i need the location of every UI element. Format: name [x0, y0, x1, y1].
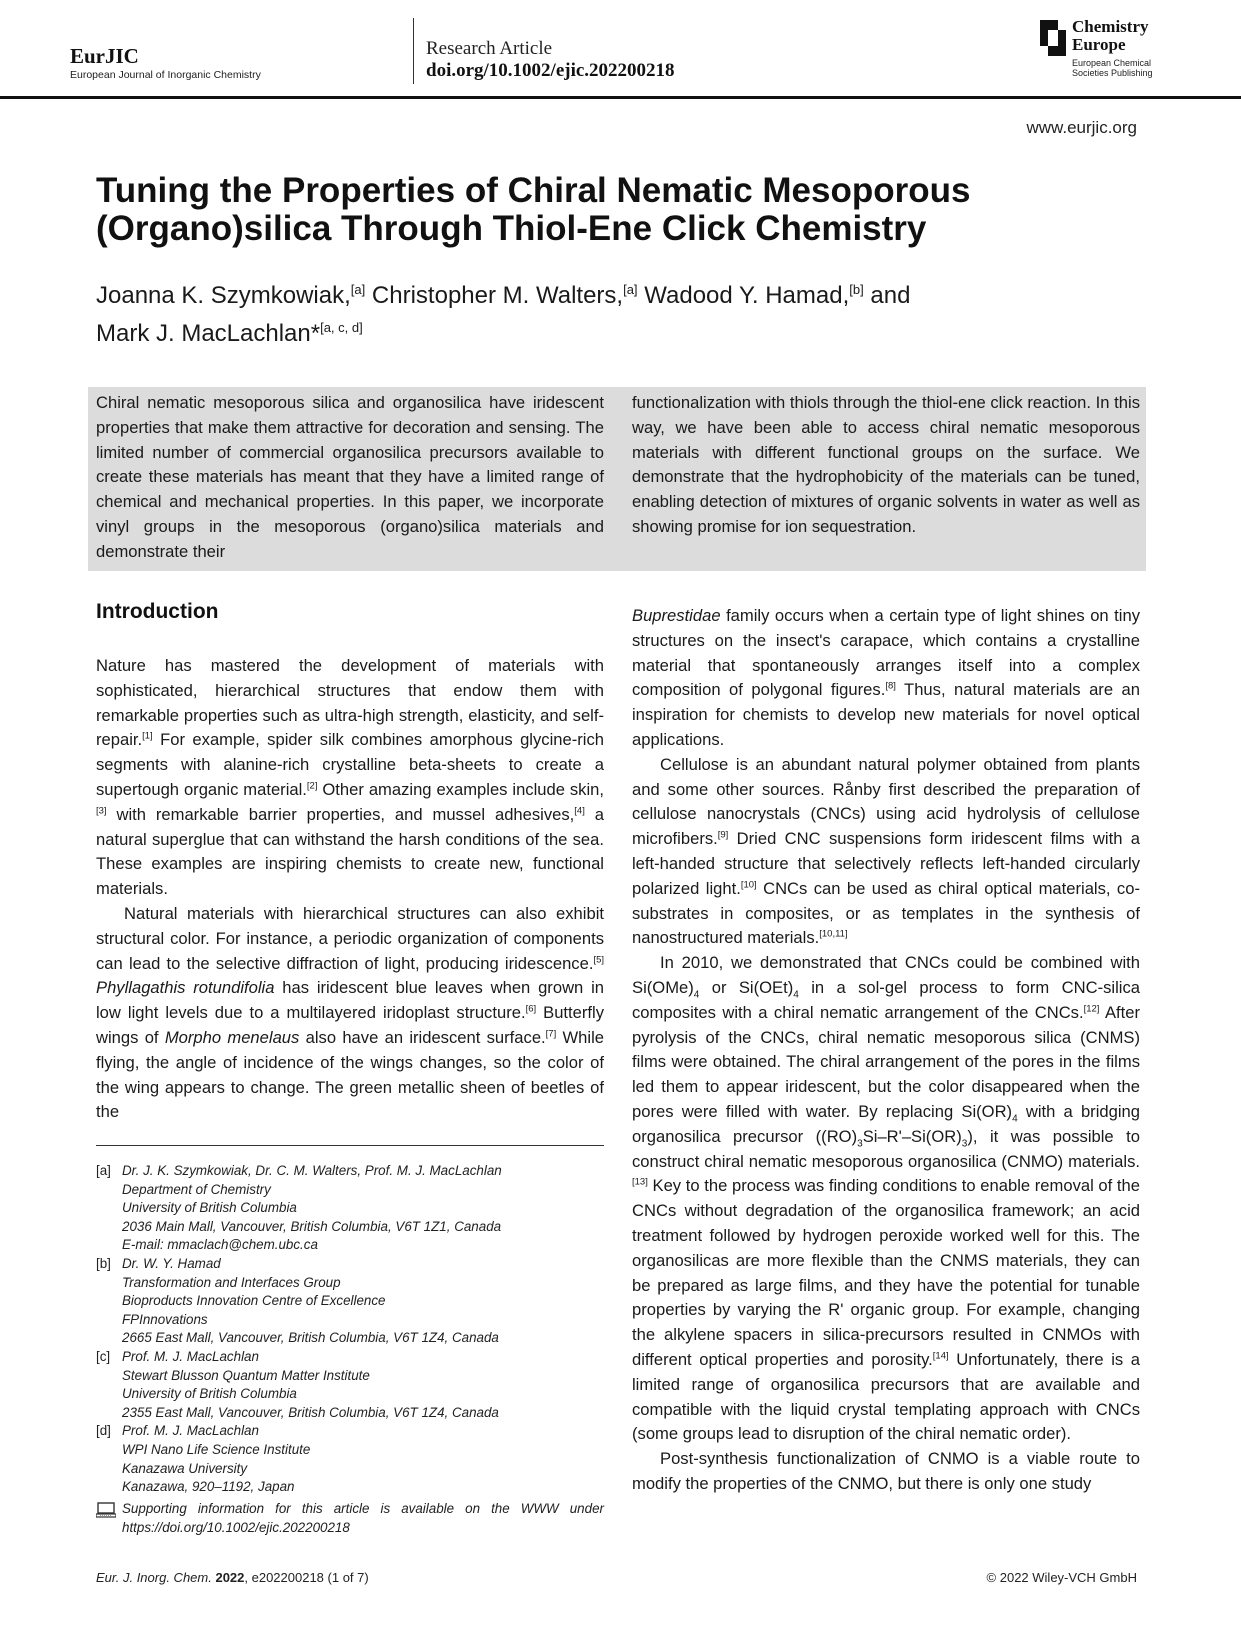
text: Si–R'–Si(OR) — [862, 1126, 962, 1146]
abstract-right-column: functionalization with thiols through the thiol-ene click reaction. In this way, we have been able to access chiral nematic mesoporous materials with different functional groups on the surface. We demonstrate that the hydrophobicity of the materials can be tuned, enabling detection of mixtures of organic solvents in water as well as showing promise for ion sequestration. — [632, 393, 1140, 536]
citation[interactable]: [1] — [142, 730, 153, 742]
text: Unfortunately, there is a limited range of organosilica precursors that are available and compatible with the liquid crystal templating approach with CNCs (some groups lead to disruption of the chiral nematic order). — [632, 1349, 1140, 1444]
text: Nature has mastered the development of materials with sophisticated, hierarchical structures that endow them with remarkable properties such as ultra-high strength, elasticity, and self-repair. — [96, 656, 604, 750]
paragraph — [96, 654, 604, 902]
citation[interactable]: [5] — [593, 954, 604, 966]
text: also have an iridescent surface. — [299, 1027, 546, 1047]
subscript: 4 — [1012, 1113, 1018, 1125]
text: a natural superglue that can withstand the harsh conditions of the sea. These examples are inspiring chemists to create new, functional materials. — [96, 804, 604, 899]
affiliation-line: Prof. M. J. MacLachlan — [122, 1423, 259, 1439]
text: with a bridging organosilica precursor ((RO) — [632, 1101, 1140, 1146]
text: family occurs when a certain type of light shines on tiny structures on the insect's carapace, which contains a crystalline material that spontaneously arranges itself into a complex composition of polygonal figures. — [632, 606, 1140, 700]
paragraph — [632, 604, 1140, 753]
text: Natural materials with hierarchical structures can also exhibit structural color. For instance, a periodic organization of components can lead to the selective diffraction of light, producing iridescence. — [96, 903, 604, 973]
affiliation-line: WPI Nano Life Science Institute — [122, 1441, 311, 1457]
citation[interactable]: [10] — [740, 879, 757, 891]
affiliation-line: Kanazawa, 920–1192, Japan — [122, 1479, 295, 1495]
species-name: Phyllagathis rotundifolia — [96, 978, 275, 998]
text: After pyrolysis of the CNCs, chiral nematic mesoporous silica (CNMS) films were obtained. The chiral arrangement of the pores in the films led them to appear iridescent, but the color disappeared when the pores were filled with water. By replacing Si(OR) — [632, 1002, 1140, 1121]
affiliation-line: 2665 East Mall, Vancouver, British Columbia, V6T 1Z4, Canada — [122, 1330, 499, 1346]
section-heading-introduction: Introduction — [96, 600, 219, 623]
citation[interactable]: [2] — [306, 780, 318, 792]
logo-name-line2: Europe — [1072, 35, 1126, 54]
subscript: 4 — [693, 989, 700, 1001]
text: Butterfly wings of — [96, 1003, 604, 1047]
affiliation-line: Prof. M. J. MacLachlan — [122, 1348, 259, 1364]
text: in a sol-gel process to form CNC-silica composites with a chiral nematic arrangement of the CNCs. — [632, 977, 1140, 1022]
citation[interactable]: [9] — [717, 829, 729, 841]
paragraph — [632, 753, 1140, 951]
logo-sub-line2: Societies Publishing — [1072, 68, 1153, 78]
affiliation-c — [96, 1348, 604, 1422]
affiliation-line: Stewart Blusson Quantum Matter Institute — [122, 1367, 370, 1383]
citation[interactable]: [4] — [574, 805, 585, 817]
author-name: Mark J. MacLachlan* — [96, 320, 321, 347]
logo-name-line1: Chemistry — [1072, 17, 1149, 36]
author-affiliation: [a] — [623, 282, 638, 297]
author-conjunction: and — [863, 282, 911, 309]
supporting-information-text[interactable]: Supporting information for this article is available on the WWW under https://doi.org/10.1002/ejic.202200218 — [122, 1501, 604, 1535]
journal-abbreviation: EurJIC — [70, 44, 139, 68]
citation[interactable]: [14] — [932, 1350, 949, 1362]
affiliation-key: [b] — [96, 1255, 111, 1271]
text: ), it was possible to construct chiral nematic mesoporous organosilica (CNMO) materials. — [632, 1126, 1140, 1171]
affiliation-line: Dr. J. K. Szymkowiak, Dr. C. M. Walters, Prof. M. J. MacLachlan — [122, 1163, 502, 1178]
species-name: Morpho menelaus — [164, 1027, 300, 1047]
affiliation-line: University of British Columbia — [122, 1386, 297, 1402]
affiliation-line: Department of Chemistry — [122, 1181, 271, 1197]
affiliation-line: University of British Columbia — [122, 1200, 297, 1216]
chemistry-europe-logo[interactable] — [1040, 18, 1170, 80]
affiliation-b — [96, 1255, 604, 1348]
citation[interactable]: [6] — [525, 1003, 537, 1015]
species-name: Buprestidae — [632, 606, 721, 625]
affiliation-line: Transformation and Interfaces Group — [122, 1274, 341, 1290]
affiliation-key: [d] — [96, 1423, 111, 1439]
text: Cellulose is an abundant natural polymer obtained from plants and some other sources. Rånby first described the preparation of cellulose nanocrystals (CNCs) using acid hydrolysis of cellulose microfibers. — [632, 754, 1140, 849]
article-type: Research Article — [426, 38, 553, 59]
text: CNCs can be used as chiral optical materials, co-substrates in composites, or as templates in the synthesis of nanostructured materials. — [632, 878, 1140, 948]
author-name: Christopher M. Walters, — [365, 282, 624, 309]
doi-link[interactable]: doi.org/10.1002/ejic.202200218 — [426, 60, 675, 81]
paragraph — [632, 951, 1140, 1447]
citation[interactable]: [12] — [1083, 1003, 1100, 1015]
text: In 2010, we demonstrated that CNCs could be combined with Si(OMe) — [632, 953, 1140, 997]
journal-website-link[interactable]: www.eurjic.org — [1026, 118, 1137, 137]
text: Dried CNC suspensions form iridescent films with a left-handed structure that selectively reflects left-handed circularly polarized light. — [632, 829, 1140, 898]
subscript: 3 — [961, 1138, 968, 1150]
paragraph — [632, 1447, 1140, 1497]
text: with remarkable barrier properties, and mussel adhesives, — [106, 804, 575, 824]
text: For example, spider silk combines amorphous glycine-rich segments with alanine-rich crystalline beta-sheets to create a supertough organic material. — [96, 730, 604, 799]
abstract-left-column: Chiral nematic mesoporous silica and organosilica have iridescent properties that make them attractive for decoration and sensing. The limited number of commercial organosilica precursors available to create these materials has meant that they have a limited range of chemical and mechanical properties. In this paper, we incorporate vinyl groups in the mesoporous (organo)silica materials and demonstrate their — [96, 393, 604, 561]
citation[interactable]: [7] — [545, 1028, 557, 1040]
citation[interactable]: [3] — [96, 805, 107, 817]
affiliation-key: [a] — [96, 1163, 111, 1178]
supporting-information-note — [96, 1500, 604, 1537]
affiliation-a — [96, 1162, 604, 1255]
author-affiliation: [b] — [849, 282, 864, 297]
citation[interactable]: [13] — [632, 1176, 648, 1188]
header-rule — [0, 96, 1241, 99]
affiliation-d — [96, 1422, 604, 1496]
text: Post-synthesis functionalization of CNMO is a viable route to modify the properties of the CNMO, but there is only one study — [632, 1449, 1140, 1493]
text: While flying, the angle of incidence of the wings changes, so the color of the wing appears to change. The green metallic sheen of beetles of the — [96, 1027, 604, 1122]
page-citation — [96, 1570, 369, 1585]
affiliation-line: 2036 Main Mall, Vancouver, British Columbia, V6T 1Z1, Canada — [122, 1218, 502, 1234]
subscript: 3 — [857, 1138, 863, 1150]
journal-full-name: European Journal of Inorganic Chemistry — [70, 69, 261, 81]
text: or Si(OEt) — [699, 977, 794, 997]
author-name: Wadood Y. Hamad, — [637, 282, 850, 309]
header-divider — [413, 18, 414, 84]
author-name: Joanna K. Szymkowiak, — [96, 282, 351, 309]
text: Thus, natural materials are an inspiration for chemists to develop new materials for novel optical applications. — [632, 680, 1141, 749]
computer-icon — [96, 1502, 116, 1518]
copyright: © 2022 Wiley-VCH GmbH — [986, 1570, 1137, 1585]
affiliation-key: [c] — [96, 1348, 111, 1364]
intro-right-column — [632, 604, 1140, 1497]
publication-year: 2022 — [215, 1570, 245, 1585]
footnote-rule — [96, 1145, 604, 1146]
article-title: Tuning the Properties of Chiral Nematic Mesoporous (Organo)silica Through Thiol-Ene Click Chemistry — [96, 171, 971, 248]
author-affiliation: [a] — [350, 282, 366, 297]
citation[interactable]: [8] — [885, 680, 896, 692]
logo-sub-line1: European Chemical — [1072, 58, 1152, 68]
subscript: 4 — [793, 989, 799, 1001]
text: Other amazing examples include skin, — [317, 779, 604, 799]
affiliation-line: FPInnovations — [122, 1311, 208, 1327]
chemistry-europe-logo-icon — [1040, 20, 1066, 56]
text: has iridescent blue leaves when grown in low light levels due to a multilayered iridoplast structure. — [96, 978, 604, 1023]
affiliation-line: Bioproducts Innovation Centre of Excellence — [122, 1293, 386, 1309]
citation[interactable]: [10,11] — [819, 928, 848, 940]
paragraph — [96, 902, 604, 1125]
affiliation-line: Kanazawa University — [122, 1460, 248, 1476]
affiliation-footnotes — [96, 1162, 604, 1497]
affiliation-line: 2355 East Mall, Vancouver, British Columbia, V6T 1Z4, Canada — [122, 1404, 499, 1420]
article-number: , e202200218 (1 of 7) — [244, 1570, 369, 1585]
journal-short-name: Eur. J. Inorg. Chem. — [96, 1570, 212, 1585]
affiliation-line: Dr. W. Y. Hamad — [122, 1255, 221, 1271]
intro-left-column — [96, 654, 604, 1125]
email-link[interactable]: E-mail: mmaclach@chem.ubc.ca — [122, 1237, 318, 1253]
author-list — [96, 274, 1136, 350]
author-affiliation: [a, c, d] — [320, 320, 363, 335]
text: Key to the process was finding conditions to enable removal of the CNCs without degradation of the organosilica framework; an acid treatment followed by hydrogen peroxide worked well for this. The organosilicas are more flexible than the CNMS materials, they can be prepared as large films, and they have the potential for tunable properties by varying the R' organic group. For example, changing the alkylene spacers in silica-precursors resulted in CNMOs with different optical properties and porosity. — [632, 1176, 1140, 1369]
